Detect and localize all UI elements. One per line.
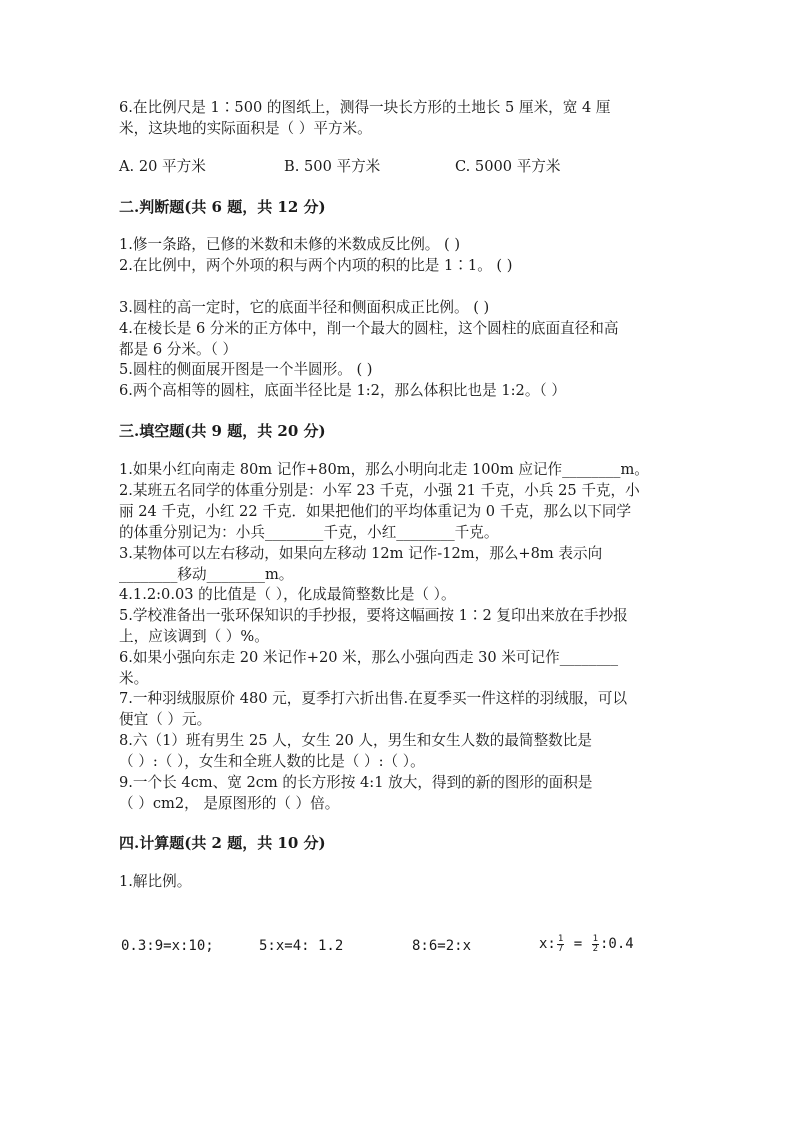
question-line: 4.1.2:0.03 的比值是（ ），化成最简整数比是（ ）。 xyxy=(119,586,456,603)
question-line: 1.解比例。 xyxy=(119,873,192,890)
question-line: 7.一种羽绒服原价 480 元，夏季打六折出售.在夏季买一件这样的羽绒服，可以 xyxy=(119,690,628,707)
question-line: 5.学校准备出一张环保知识的手抄报，要将这幅画按 1∶2 复印出来放在手抄报 xyxy=(119,607,628,624)
question-line: 6.在比例尺是 1∶500 的图纸上，测得一块长方形的土地长 5 厘米，宽 4 厘 xyxy=(119,99,611,116)
question-line: 9.一个长 4cm、宽 2cm 的长方形按 4:1 放大，得到的新的图形的面积是 xyxy=(119,774,593,791)
question-line: 3.某物体可以左右移动，如果向左移动 12m 记作-12m，那么+8m 表示向 xyxy=(119,545,603,562)
fraction-one-half xyxy=(592,935,599,954)
question-line: 上，应该调到（ ）%。 xyxy=(119,628,269,645)
equation-2: 5:x=4: 1.2 xyxy=(259,938,344,954)
equation-4 xyxy=(539,934,634,954)
question-line: 便宜（ ）元。 xyxy=(119,711,212,728)
fraction-one-seventh xyxy=(557,935,564,954)
section-heading: 四.计算题(共 2 题，共 10 分) xyxy=(119,834,326,852)
question-line: 都是 6 分米。（ ） xyxy=(119,341,238,358)
question-line: 5.圆柱的侧面展开图是一个半圆形。 ( ) xyxy=(119,361,373,378)
question-line: 丽 24 千克，小红 22 千克．如果把他们的平均体重记为 0 千克，那么以下同学 xyxy=(119,503,632,520)
question-line: 1.如果小红向南走 80m 记作+80m，那么小明向北走 100m 应记作________m。 xyxy=(119,461,649,478)
equation-1: 0.3:9=x:10; xyxy=(121,938,214,954)
section-heading: 二.判断题(共 6 题，共 12 分) xyxy=(119,198,326,216)
question-line: 6.如果小强向东走 20 米记作+20 米，那么小强向西走 30 米可记作________ xyxy=(119,649,619,666)
question-line: 1.修一条路，已修的米数和未修的米数成反比例。 ( ) xyxy=(119,236,461,253)
fraction-denominator: 7 xyxy=(557,943,564,954)
option-a: A. 20 平方米 xyxy=(119,158,206,175)
fraction-numerator: 1 xyxy=(592,933,598,944)
option-c: C. 5000 平方米 xyxy=(455,158,561,175)
question-line: 2.在比例中，两个外项的积与两个内项的积的比是 1∶1。 ( ) xyxy=(119,257,513,274)
question-line: 米。 xyxy=(119,670,149,687)
equation-4-equals: = xyxy=(565,936,591,952)
question-line: 8.六（1）班有男生 25 人，女生 20 人，男生和女生人数的最简整数比是 xyxy=(119,732,592,749)
equation-3: 8:6=2:x xyxy=(412,938,472,954)
fraction-numerator: 1 xyxy=(557,933,564,944)
equation-4-suffix: :0.4 xyxy=(600,936,634,952)
section-heading: 三.填空题(共 9 题，共 20 分) xyxy=(119,422,326,440)
option-b: B. 500 平方米 xyxy=(284,158,381,175)
question-line: 4.在棱长是 6 分米的正方体中，削一个最大的圆柱，这个圆柱的底面直径和高 xyxy=(119,320,619,337)
equation-4-prefix: x: xyxy=(539,936,556,952)
question-line: ________移动________m。 xyxy=(119,566,294,583)
question-line: 6.两个高相等的圆柱，底面半径比是 1:2，那么体积比也是 1:2。（ ） xyxy=(119,382,566,399)
question-line: 3.圆柱的高一定时，它的底面半径和侧面积成正比例。 ( ) xyxy=(119,299,490,316)
question-line: 的体重分别记为：小兵________千克，小红________千克。 xyxy=(119,524,499,541)
question-line: （ ）:（ ），女生和全班人数的比是（ ）:（ ）。 xyxy=(119,753,425,770)
fraction-denominator: 2 xyxy=(592,943,598,954)
question-line: （ ）cm2， 是原图形的（ ）倍。 xyxy=(119,795,340,812)
question-line: 2.某班五名同学的体重分别是：小军 23 千克，小强 21 千克，小兵 25 千克，小 xyxy=(119,482,640,499)
question-line: 米，这块地的实际面积是（ ）平方米。 xyxy=(119,120,372,137)
